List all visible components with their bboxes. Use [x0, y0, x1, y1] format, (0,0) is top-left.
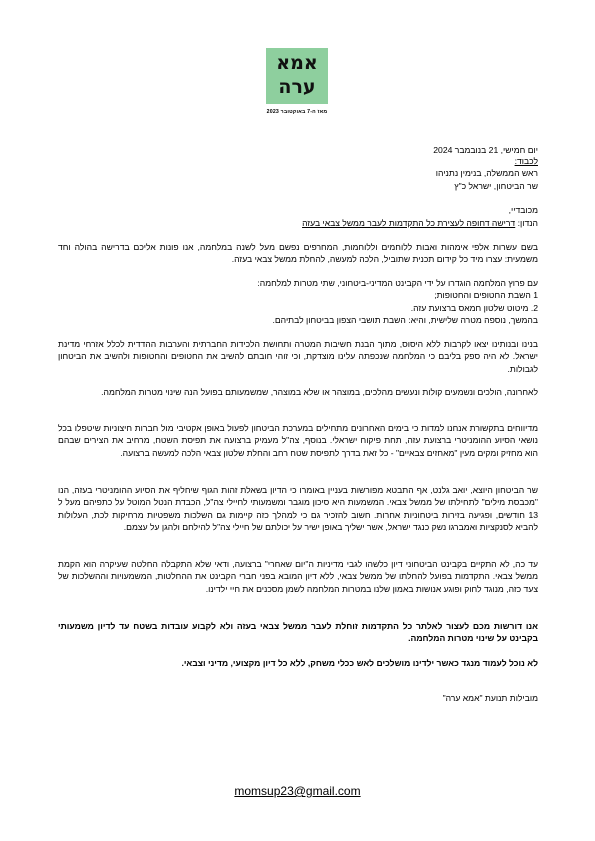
- amma-era-logo: [266, 48, 328, 123]
- logo-tagline: מאז ה-7 באוקטובר 2023: [266, 109, 328, 115]
- paragraph-media-reports: מדיווחים בתקשורת אנחנו למדות כי בימים האחרונים מתחילים במערכת הביטחון לפעול באופן אקטיבי מול חברות חיצוניות שיטפלו בכל נושאי הסיוע ההומניטרי ברצועת עזה, תחת פיקוח ישראלי. בנוסף, צה"ל מעמיק ברצועה את תפיסת השטח, מרחיב את הצירים שבהם הוא מחזיק ומקים מעין "מאחזים צבאיים" - כל זאת בדרך לתפיסת שטח רחב והחלת שלטון צבאי הלכה למעשה ברצועה.: [58, 423, 538, 458]
- greeting: מכובדיי,: [508, 205, 538, 215]
- paragraph-voices: לאחרונה, הולכים ונשמעים קולות ונעשים מהלכים, במוצהר או שלא במוצהר, שמשמעותם בפועל הנה שינוי מטרות המלחמה.: [101, 387, 538, 397]
- logo-background: [266, 48, 328, 104]
- war-goals-block: [58, 277, 538, 327]
- paragraph-soldiers: בנינו ובנותינו יצאו לקרבות ללא היסוס, מתוך הבנת חשיבות המטרה ותחושת הלכידות החברתית והערבות ההדדית לכלל אזרחי מדינת ישראל. לא היה ספק בליבם כי המלחמה שנכפתה עלינו מוצדקת, וכי זוהי חובתם להשיב את החטופים והחטופות ולהשיב את הביטחון לגבולות.: [58, 339, 538, 374]
- war-goal-1: 1 השבת החטופים והחטופות;: [434, 290, 538, 301]
- subject-line: [58, 217, 538, 229]
- footer-email: [0, 784, 595, 799]
- subject-label: הנדון:: [517, 218, 538, 228]
- war-goal-2: 2. מיטוט שלטון חמאס ברצועת עזה.: [410, 302, 538, 313]
- paragraph-gallant: שר הביטחון היוצא, יואב גלנט, אף התבטא מפורשות בעניין באומרו כי הדיון בשאלת זהות הגוף שיחליף את הסיוע ההומניטרי בעזה, הנו "מכבסת מילים" לתחילתו של ממשל צבאי. המשמעות היא סיכון מוגבר ומשמעותי לחיילי צה"ל, הכבדת הנטל המוטל על כתפיהם מעל ל 13 חודשים, ופגיעה בזירות ביטחוניות אחרות. חשוב להזכיר גם כי למהלך כזה קיימות גם השלכות משפטיות מרחיקות לכת, העלולות להביא לסנקציות ואמברגו נשק כנגד ישראל, אשר ישליך באופן ישיר על יכולתם של חיילי צה"ל להילחם ולהגן על עצמם.: [58, 485, 538, 533]
- war-goals-intro: עם פרוץ המלחמה הוגדרו על ידי הקבינט המדיני-ביטחוני, שתי מטרות למלחמה:: [257, 278, 538, 288]
- logo-line-1: אמא: [276, 52, 318, 74]
- war-goal-3: בהמשך, נוספה מטרה שלישית, והיא: השבת תושבי הצפון בביטחון לבתיהם.: [272, 315, 538, 326]
- paragraph-intro: בשם עשרות אלפי אימהות ואבות ללוחמים וללוחמות, המחרפים נפשם מעל לשנה במלחמה, אנו פונות אליכם בדרישה בהולה וחד משמעית: עצרו מיד כל קידום תכנית שתוביל, הלכה למעשה, להחלת ממשל צבאי בעזה.: [58, 242, 538, 265]
- email-link[interactable]: momsup23@gmail.com: [234, 784, 361, 798]
- to-label: לכבוד:: [514, 156, 538, 166]
- paragraph-demand: אנו דורשות מכם לעצור לאלתר כל התקדמות זוחלת לעבר ממשל צבאי בעזה ולא לקבוע עובדות בשטח עד לדיון משמעותי בקבינט על שינוי מטרות המלחמה.: [58, 621, 538, 644]
- recipients-block: [58, 155, 538, 192]
- letter-date: יום חמישי, 21 בנובמבר 2024: [433, 145, 538, 155]
- signature: מובילות תנועת "אמא ערה": [442, 693, 538, 703]
- logo-line-2: ערה: [278, 76, 316, 98]
- recipient-defense-minister: שר הביטחון, ישראל כ"ץ: [454, 180, 538, 191]
- recipient-prime-minister: ראש הממשלה, בנימין נתניהו: [435, 168, 538, 179]
- paragraph-closing: לא נוכל לעמוד מנגד כאשר ילדינו מושלכים לאש ככלי משחק, ללא כל דיון מקצועי, מדיני וצבאי.: [181, 658, 538, 668]
- subject-text: דרישה דחופה לעצירת כל התקדמות לעבר ממשל צבאי בעזה: [302, 218, 516, 228]
- paragraph-cabinet: עד כה, לא התקיים בקבינט הביטחוני דיון כלשהו לגבי מדיניות ה"יום שאחרי" ברצועה, ודאי שלא התקבלה החלטה שעיקרה הוא הקמת ממשל צבאי. התקדמות בפועל להחלתו של ממשל צבאי, ללא דיון המובא בפני חברי הקבינט את ההחלטות, המשמעויות וההשלכות של צעד כזה, מנוגד לחוק ופוגע אנושות באמון שלנו במטרות המלחמה לשמן מסכנים את חיי ילדינו.: [58, 559, 538, 594]
